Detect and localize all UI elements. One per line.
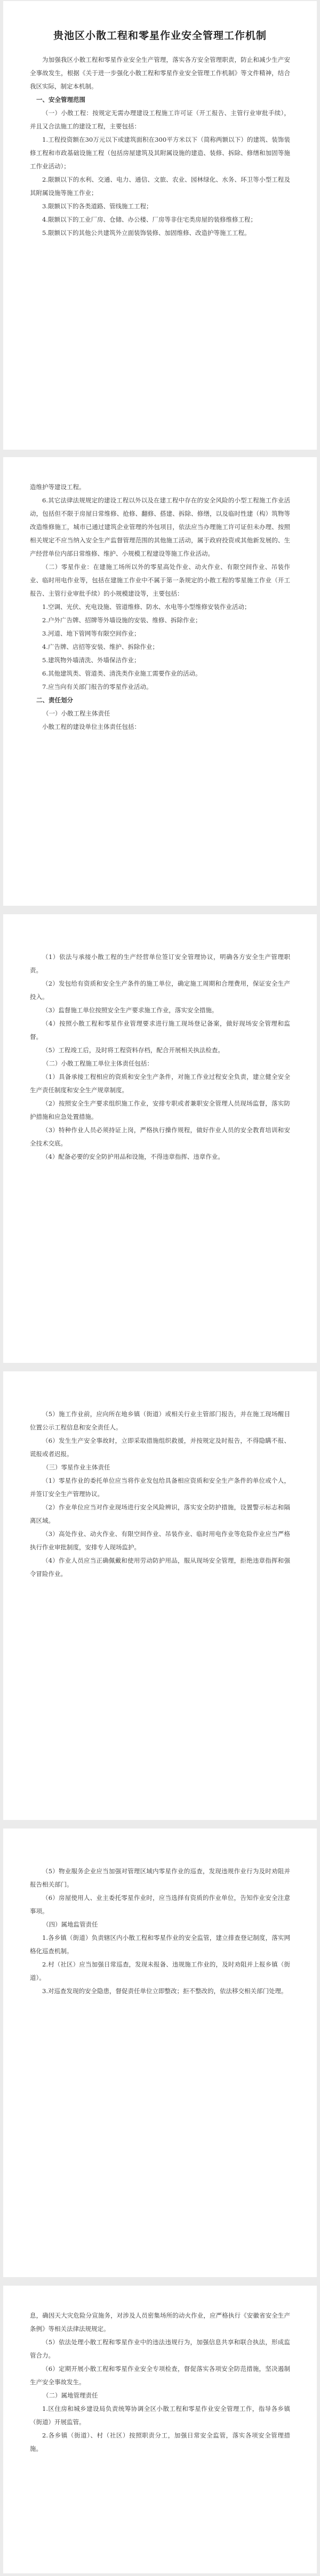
list-item: （1）零星作业的委托单位应当将作业发包给具备相应资质和安全生产条件的单位或个人，并签订安全生产管理协议。 — [30, 1477, 290, 1498]
list-item: 2.限额以下的水利、交通、电力、通信、文旅、农业、园林绿化、水务、环卫等小型工程及其附属设施等施工作业； — [30, 176, 290, 197]
list-item: （5）物业服务企业应当加强对管理区域内零星作业的巡查，发现违规作业行为及时劝阻并报告相关部门。 — [30, 1867, 290, 1888]
document-page-6 — [3, 2286, 317, 2573]
list-item: （2）作业单位应当对作业现场进行安全风险辨识，落实安全防护措施，设置警示标志和隔离区域。 — [30, 1504, 290, 1524]
list-item: （2）发包给有资质和安全生产条件的施工单位，确定施工周期和合理费用，保证安全生产投入。 — [30, 980, 290, 1001]
list-item: （3）高处作业、动火作业、有限空间作业、吊装作业、临时用电作业等危险作业应当严格执行作业审批制度，安排专人现场监护。 — [30, 1530, 290, 1551]
document-page-2 — [3, 457, 317, 906]
subsection-heading: （一）小散工程主体责任 — [43, 710, 110, 717]
list-item: （4）配备必要的安全防护用品和设施，不得违章指挥、违章作业。 — [42, 1153, 224, 1160]
subsection-heading: （三）零星作业主体责任 — [43, 1464, 110, 1471]
list-item: 1.工程投资额在30万元以下或建筑面积在300平方米以下（简称两额以下）的建筑、装饰装修工程和市政基础设施工程（包括房屋建筑及其附属设施的建造、装修、拆除、修缮和加固等施工作业活动）； — [30, 136, 290, 170]
document-page-3 — [3, 914, 317, 1363]
subsection-heading: （二）属地管理责任 — [43, 2392, 98, 2399]
list-item: 2.户外广告牌、招牌等外墙设施的安装、维修、拆除作业； — [42, 616, 202, 624]
section-heading: 一、安全管理范围 — [36, 96, 85, 103]
list-item: （2）按照安全生产要求组织施工作业，安排专职或者兼职安全管理人员现场监督，落实防护措施和应急处置措施。 — [30, 1100, 290, 1120]
list-item: 1.空调、光伏、充电设施、管道维修、防水、水电等小型维修安装作业活动； — [42, 603, 251, 611]
list-item: 4.广告牌、店招等安装、维护、拆除作业； — [42, 643, 158, 651]
list-item: （1）具备承接工程相应的资质和安全生产条件，对施工作业过程安全负责，建立健全安全生产责任制度和安全生产规章制度。 — [30, 1073, 290, 1094]
subsection-paragraph: （一）小散工程：按规定无需办理建设工程施工许可证（开工报告、主管行业审批手续），并且又合法施工的建设工程，主要包括： — [30, 109, 290, 130]
list-item: 1.各乡镇（街道）负责辖区内小散工程和零星作业的安全监管，建立排查登记制度，落实网格化巡查机制。 — [30, 1934, 290, 1955]
list-item: 3.河道、地下管网等有限空间作业； — [42, 630, 140, 637]
list-item: 4.限额以下的工业厂房、仓储、办公楼、厂房等非住宅类房屋的装修维修工程； — [42, 216, 257, 223]
list-item: （1）依法与承接小散工程的生产经营单位签订安全管理协议，明确各方安全生产管理职责。 — [30, 953, 290, 974]
document-page-1 — [3, 1, 317, 450]
subsection-paragraph: （二）零星作业：在建施工场所以外的零星高处作业、动火作业、有限空间作业、吊装作业、临时用电作业等，包括在建施工作业中不属于第一条规定的小散工程的零星施工作业（开工报告、主管行业审批手续）的小规模建设等，主要包括： — [30, 563, 290, 597]
continuation-text: 造维护等建设工程。 — [30, 483, 85, 491]
document-page-5 — [3, 1829, 317, 2277]
list-item: 2.各乡镇（街道）、村（社区）按照职责分工，加强日常安全监管，落实各项安全管理措施。 — [30, 2432, 290, 2452]
list-item: 7.应当向有关部门报告的零星作业活动。 — [42, 683, 153, 690]
list-item: 3.对巡查发现的安全隐患，督促责任单位立即整改；拒不整改的，依法移交相关部门处理。 — [42, 1987, 287, 1995]
list-item: 6.其它法律法规规定的建设工程以外以及在建工程中存在的安全风险的小型工程施工作业活动，包括但不限于房屋日常维修、抢修、翻修、搭建、拆除、修缮，以及临时性建（构）筑物等改造维修施工，城市已通过建筑企业管理的外包项目，依法应当办理施工许可证但未办理、按照相关规定不应当纳入安全生产监督管理范围的其他施工活动，属于政府投资或其他新发展的、生产经营单位内部日常维修、维护、小规模工程建设等施工作业活动。 — [30, 497, 290, 557]
list-item: （3）监督施工单位按照安全生产要求施工作业，落实安全措施。 — [42, 1006, 218, 1014]
intro-paragraph: 为加强我区小散工程和零星作业安全生产管理，落实各方安全管理职责，防止和减少生产安全事故发生，根据《关于进一步强化小散工程和零星作业安全管理工作机制》等文件精神，结合我区实际，制定本机制。 — [30, 56, 290, 90]
list-item: 1.区住房和城乡建设局负责统筹协调全区小散工程和零星作业安全管理工作，指导各乡镇（街道）开展监管。 — [30, 2405, 290, 2426]
list-item: 5.限额以下的其他公共建筑外立面装饰装修、加固维修、改造护等施工工程。 — [42, 229, 251, 237]
list-item: 3.限额以下的各类道路、管线施工工程； — [42, 202, 153, 210]
continuation-text: 息，确因天大灾危险分宣施务，对涉及人员密集场所的动火作业，应严格执行《安徽省安全生产条例》等相关法律法规规定。 — [30, 2312, 290, 2333]
section-heading: 二、责任划分 — [36, 696, 73, 704]
list-item: （4）按照小散工程和零星作业管理要求进行施工现场登记备案，做好现场安全管理和监督。 — [30, 1020, 290, 1041]
list-item: 2.村（社区）应当加强日常巡查，发现未报备、违规施工作业的，及时劝阻并上报乡镇（街道）。 — [30, 1961, 290, 1981]
subsection-heading: （四）属地监管责任 — [43, 1921, 98, 1928]
list-item: （5）依法处理小散工程和零星作业中的违法违规行为，加强信息共享和联合执法，形成监管合力。 — [30, 2338, 290, 2359]
list-item: （4）作业人员应当正确佩戴和使用劳动防护用品，服从现场安全管理，拒绝违章指挥和强令冒险作业。 — [30, 1557, 290, 1578]
subsection-heading: （二）小散工程施工单位主体责任包括： — [43, 1060, 153, 1067]
document-title: 贵池区小散工程和零星作业安全管理工作机制 — [53, 30, 267, 42]
subsection-paragraph: 小散工程的建设单位主体责任包括： — [42, 723, 140, 730]
list-item: （3）特种作业人员必须持证上岗，严格执行操作规程，做好作业人员的安全教育培训和安全技术交底。 — [30, 1126, 290, 1147]
document-page-4 — [3, 1371, 317, 1820]
list-item: 5.建筑物外墙清洗、外墙保洁作业； — [42, 656, 140, 664]
list-item: 6.其他建筑类、管道类、清洗类作业施工需要作业的活动。 — [42, 670, 202, 677]
list-item: （6）定期开展小散工程和零星作业安全专项检查，督促落实各项安全防范措施，坚决遏制生产安全事故发生。 — [30, 2365, 290, 2386]
list-item: （5）工程竣工后，及时将工程资料存档，配合开展相关执法检查。 — [42, 1046, 224, 1054]
list-item: （6）房屋使用人、业主委托零星作业时，应当选择有资质的作业单位，告知作业安全注意事项。 — [30, 1894, 290, 1915]
list-item: （5）施工作业前，应向所在地乡镇（街道）或相关行业主管部门报告，并在施工现场醒目位置公示工程信息和安全责任人。 — [30, 1410, 290, 1431]
list-item: （6）发生生产安全事故时，立即采取措施组织救援，并按规定及时报告，不得隐瞒不报、谎报或者迟报。 — [30, 1437, 290, 1458]
